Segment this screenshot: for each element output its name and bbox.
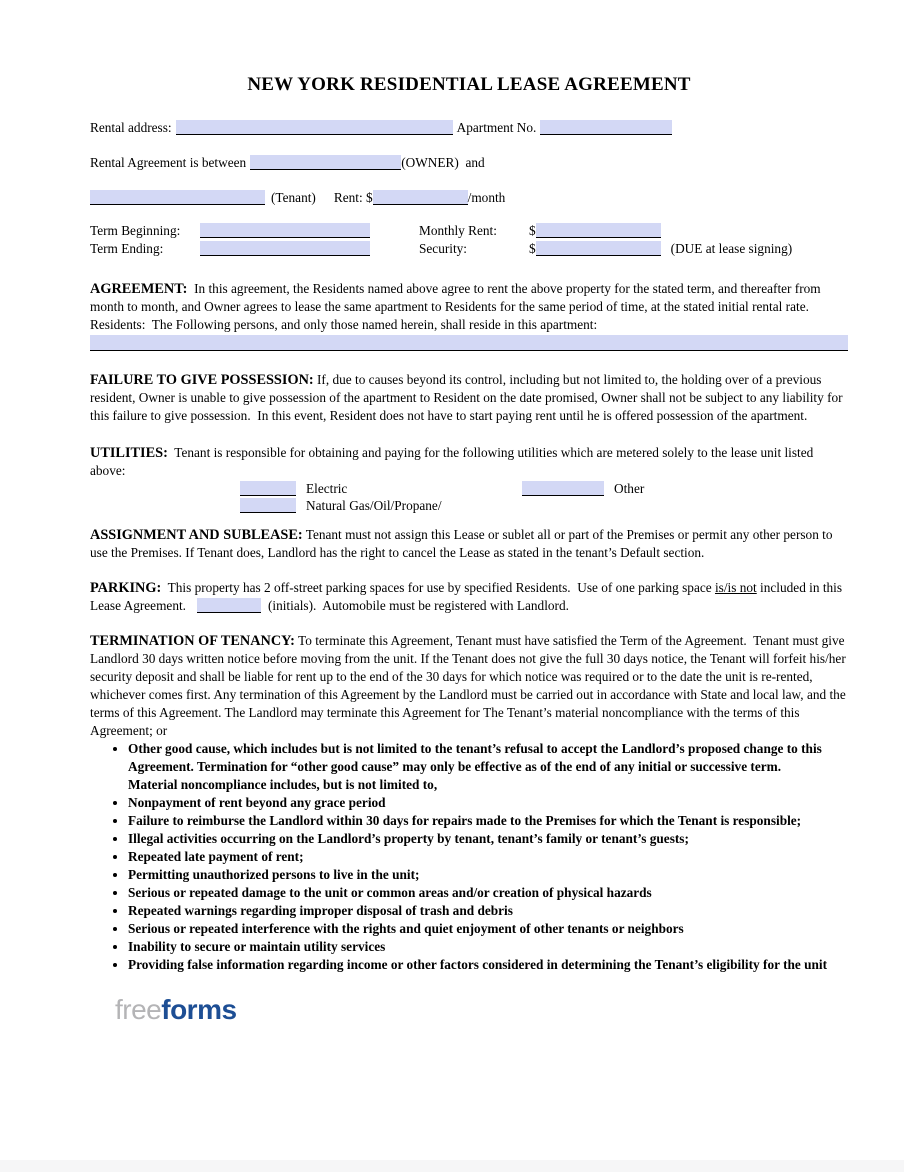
- bullet-illegal-activities: • Illegal activities occurring on the Landlord’s property by tenant, tenant’s family or tenant’s guests;: [128, 830, 848, 848]
- tenant-label: (Tenant): [271, 190, 316, 205]
- failure-paragraph: [90, 371, 848, 425]
- agreement-paragraph: [90, 280, 848, 334]
- parking-body-2: included in this Lease Agreement.: [90, 580, 846, 613]
- term-beginning-row: [90, 222, 848, 240]
- dollar-sign: $: [529, 241, 536, 256]
- termination-heading: TERMINATION OF TENANCY:: [90, 633, 295, 649]
- other-label: Other: [614, 481, 645, 496]
- document-title: NEW YORK RESIDENTIAL LEASE AGREEMENT: [247, 74, 691, 95]
- parking-initials-field[interactable]: [197, 598, 261, 613]
- termination-paragraph: [90, 632, 848, 740]
- residents-names-field[interactable]: [90, 335, 848, 351]
- bullet-damage: • Serious or repeated damage to the unit or common areas and/or creation of physical hazards: [128, 884, 848, 902]
- bullet-other-good-cause: [128, 740, 848, 794]
- term-block: [90, 222, 848, 258]
- term-ending-row: [90, 240, 848, 258]
- bullet-nonpayment: • Nonpayment of rent beyond any grace period: [128, 794, 848, 812]
- bullet-false-information: • Providing false information regarding income or other factors considered in determining the Tenant’s eligibility for the unit: [128, 956, 848, 974]
- bullet-trash-warnings: • Repeated warnings regarding improper disposal of trash and debris: [128, 902, 848, 920]
- term-beginning-field[interactable]: [200, 223, 370, 238]
- apartment-no-label: Apartment No.: [456, 120, 537, 135]
- electric-row: [90, 480, 848, 497]
- rental-address-field[interactable]: [176, 120, 453, 135]
- term-ending-field[interactable]: [200, 241, 370, 256]
- security-deposit-field[interactable]: [536, 241, 661, 256]
- owner-and-label: (OWNER) and: [401, 155, 485, 170]
- security-label: Security:: [419, 241, 468, 256]
- assignment-heading: ASSIGNMENT AND SUBLEASE:: [90, 527, 303, 543]
- rental-address-label: Rental address:: [90, 120, 172, 135]
- logo-free-text: free: [115, 994, 162, 1025]
- agreement-between-line: [90, 154, 848, 171]
- utilities-body: Tenant is responsible for obtaining and paying for the following utilities which are metered solely to the lease unit listed above:: [90, 445, 817, 478]
- utilities-paragraph: [90, 444, 848, 480]
- tenant-rent-line: [90, 189, 848, 206]
- dollar-sign: $: [529, 223, 536, 238]
- termination-body: To terminate this Agreement, Tenant must have satisfied the Term of the Agreement. Tenant must give Landlord 30 days written notice before moving from the unit. If the Tenant does not give the full 30 days notice, the Tenant will forfeit his/her security deposit and shall be liable for rent up to the end of the 30 days for which notice was required or to the date the unit is re-rented, whichever comes first. Any termination of this Agreement by the Landlord must be carried out in accordance with State and local law, and the terms of this Agreement. The Landlord may terminate this Agreement for The Tenant’s material noncompliance with the terms of this Agreement; or: [90, 633, 850, 738]
- assignment-paragraph: [90, 526, 848, 562]
- rent-label: Rent: $: [333, 190, 373, 205]
- utilities-checklist: [90, 480, 848, 514]
- agreement-heading: AGREEMENT:: [90, 281, 188, 297]
- material-noncompliance-note: Material noncompliance includes, but is not limited to,: [128, 777, 438, 792]
- electric-utility-field[interactable]: [240, 481, 296, 496]
- bullet-interference: • Serious or repeated interference with the rights and quiet enjoyment of other tenants or neighbors: [128, 920, 848, 938]
- electric-label: Electric: [306, 481, 348, 496]
- due-note: (DUE at lease signing): [670, 241, 793, 256]
- gas-utility-field[interactable]: [240, 498, 296, 513]
- gas-label: Natural Gas/Oil/Propane/: [306, 498, 442, 513]
- section-parking: [90, 579, 848, 615]
- gas-row: [90, 497, 848, 514]
- section-utilities: [90, 444, 848, 514]
- failure-body: If, due to causes beyond its control, including but not limited to, the holding over of a previous resident, Owner is unable to give possession of the apartment to Resident on the date promised, Owner shall not be subject to any liability for this failure to give possession. In this event, Resident does not have to start paying rent until he is offered possession of the apartment.: [90, 372, 846, 423]
- utilities-heading: UTILITIES:: [90, 445, 168, 461]
- lease-document: [90, 0, 848, 1026]
- other-utility-field[interactable]: [522, 481, 604, 496]
- agreement-body: In this agreement, the Residents named above agree to rent the above property for the stated term, and thereafter from month to month, and Owner agrees to lease the same apartment to Residents for the same period of time, at the stated initial rental rate. Residents: The Following persons, and only those named herein, shall reside in this apartment:: [90, 281, 824, 332]
- apartment-no-field[interactable]: [540, 120, 672, 135]
- bullet-unauthorized-persons: • Permitting unauthorized persons to live in the unit;: [128, 866, 848, 884]
- bullet-failure-reimburse: • Failure to reimburse the Landlord within 30 days for repairs made to the Premises for which the Tenant is responsible;: [128, 812, 848, 830]
- section-agreement: [90, 280, 848, 351]
- parking-body-3: (initials). Automobile must be registered with Landlord.: [264, 598, 569, 613]
- failure-heading: FAILURE TO GIVE POSSESSION:: [90, 372, 314, 388]
- term-ending-label: Term Ending:: [90, 241, 164, 256]
- term-beginning-label: Term Beginning:: [90, 223, 181, 238]
- other-utility-group: [522, 480, 644, 497]
- per-month-label: /month: [467, 190, 506, 205]
- page-bottom-edge: [0, 1160, 904, 1172]
- parking-paragraph: [90, 579, 848, 615]
- monthly-rent-label: Monthly Rent:: [419, 223, 497, 238]
- rental-address-line: [90, 119, 848, 136]
- logo-forms-text: forms: [161, 994, 237, 1025]
- bullet-late-payment: • Repeated late payment of rent;: [128, 848, 848, 866]
- freeforms-logo: [115, 994, 848, 1026]
- assignment-body: Tenant must not assign this Lease or sublet all or part of the Premises or permit any other person to use the Premises. If Tenant does, Landlord has the right to cancel the Lease as stated in the tenant’s Default section.: [90, 527, 836, 560]
- parking-is-isnot: is/is not: [714, 580, 757, 595]
- tenant-name-field[interactable]: [90, 190, 265, 205]
- agreement-between-label: Rental Agreement is between: [90, 155, 247, 170]
- bullet-utility-services: • Inability to secure or maintain utility services: [128, 938, 848, 956]
- monthly-rent-field[interactable]: [536, 223, 661, 238]
- rent-amount-field[interactable]: [373, 190, 468, 205]
- section-assignment-sublease: [90, 526, 848, 562]
- parking-heading: PARKING:: [90, 580, 162, 596]
- bullet-text: Other good cause, which includes but is not limited to the tenant’s refusal to accept the Landlord’s proposed change to this Agreement. Termination for “other good cause” may only be effective as of the end of any initial or successive term.: [128, 741, 822, 774]
- termination-bullet-list: [90, 740, 848, 974]
- parking-body-1: This property has 2 off-street parking spaces for use by specified Residents. Use of one parking space: [161, 580, 715, 595]
- section-termination: [90, 632, 848, 974]
- owner-name-field[interactable]: [250, 155, 401, 170]
- section-failure-to-give-possession: [90, 371, 848, 425]
